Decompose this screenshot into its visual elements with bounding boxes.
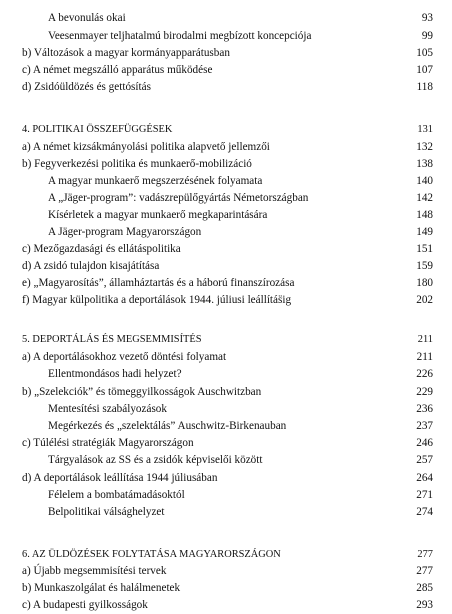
toc-entry: [0, 258, 452, 275]
toc-entry-title: a) A német kizsákmányolási politika alapvető jellemzői: [22, 141, 270, 153]
toc-entry-title: a) A deportálásokhoz vezető döntési folyamat: [22, 351, 227, 363]
toc-entry-page-number: 148: [416, 209, 433, 221]
toc-entry: [0, 349, 452, 366]
toc-entry-title: c) A német megszálló apparátus működése: [22, 64, 213, 76]
toc-entry-page-number: 277: [417, 549, 433, 560]
toc-entry-title: A bevonulás okai: [48, 12, 126, 24]
toc-entry: [0, 45, 452, 62]
toc-entry: [0, 580, 452, 597]
toc-entry-title: a) Újabb megsemmisítési tervek: [22, 565, 167, 577]
toc-entry-page-number: 285: [416, 582, 433, 594]
toc-entry-page-number: 138: [416, 158, 433, 170]
toc-entry-page-number: 99: [421, 30, 433, 42]
toc-entry-page-number: 131: [417, 124, 433, 135]
toc-entry-page-number: 105: [416, 47, 433, 59]
toc-entry-title: 4. POLITIKAI ÖSSZEFÜGGÉSEK: [22, 124, 173, 135]
toc-entry-page-number: 211: [417, 334, 433, 345]
toc-entry: [0, 62, 452, 79]
toc-entry: [0, 452, 452, 469]
toc-entry: [0, 10, 452, 27]
toc-entry-title: b) Változások a magyar kormányapparátusban: [22, 47, 230, 59]
toc-entry-page-number: 274: [416, 506, 433, 518]
toc-entry-title: b) „Szelekciók” és tömeggyilkosságok Auschwitzban: [22, 386, 262, 398]
toc-entry-page-number: 226: [416, 368, 433, 380]
toc-entry-page-number: 277: [416, 565, 433, 577]
toc-entry-page-number: 246: [416, 437, 433, 449]
toc-chapter-heading: [0, 331, 452, 348]
toc-entry-title: d) Zsidóüldözés és gettósítás: [22, 81, 151, 93]
toc-entry-title: 6. AZ ÜLDÖZÉSEK FOLYTATÁSA MAGYARORSZÁGON: [22, 549, 281, 560]
toc-entry-title: d) A zsidó tulajdon kisajátítása: [22, 260, 160, 272]
toc-entry: [0, 224, 452, 241]
toc-entry-page-number: 237: [416, 420, 433, 432]
toc-entry: [0, 275, 452, 292]
toc-entry-title: Tárgyalások az SS és a zsidók képviselői között: [48, 454, 263, 466]
toc-entry-title: A „Jäger-program”: vadászrepülőgyártás Németországban: [48, 192, 309, 204]
toc-entry: [0, 487, 452, 504]
toc-entry-page-number: 293: [416, 599, 433, 611]
toc-entry-page-number: 140: [416, 175, 433, 187]
toc-entry-title: A Jäger-program Magyarországon: [48, 226, 202, 238]
toc-entry-title: Félelem a bombatámadásoktól: [48, 489, 185, 501]
toc-entry: [0, 79, 452, 96]
toc-entry: [0, 207, 452, 224]
toc-entry: [0, 563, 452, 580]
toc-entry-title: Belpolitikai válsághelyzet: [48, 506, 165, 518]
toc-entry: [0, 190, 452, 207]
toc-entry-page-number: 149: [416, 226, 433, 238]
toc-entry-title: b) Fegyverkezési politika és munkaerő-mobilizáció: [22, 158, 252, 170]
toc-entry-page-number: 236: [416, 403, 433, 415]
toc-entry: [0, 597, 452, 614]
toc-chapter-heading: [0, 546, 452, 563]
toc-entry-title: Mentesítési szabályozások: [48, 403, 167, 415]
toc-entry-title: 5. DEPORTÁLÁS ÉS MEGSEMMISÍTÉS: [22, 334, 202, 345]
toc-entry-page-number: 229: [416, 386, 433, 398]
toc-entry-title: Kísérletek a magyar munkaerő megkaparintására: [48, 209, 268, 221]
toc-entry-title: Ellentmondásos hadi helyzet?: [48, 368, 182, 380]
toc-entry: [0, 173, 452, 190]
toc-entry: [0, 292, 452, 309]
toc-entry: [0, 470, 452, 487]
toc-entry-title: c) Mezőgazdasági és ellátáspolitika: [22, 243, 181, 255]
toc-entry: [0, 384, 452, 401]
toc-entry-page-number: 159: [416, 260, 433, 272]
toc-entry-page-number: 257: [416, 454, 433, 466]
toc-entry: [0, 401, 452, 418]
toc-entry-title: f) Magyar külpolitika a deportálások 1944. júliusi leállítás̈ig: [22, 294, 292, 306]
toc-entry-page-number: 264: [416, 472, 433, 484]
toc-entry: [0, 504, 452, 521]
toc-entry-title: c) Túlélési stratégiák Magyarországon: [22, 437, 194, 449]
toc-entry-page-number: 142: [416, 192, 433, 204]
toc-entry-page-number: 118: [416, 81, 433, 93]
toc-entry-title: c) A budapesti gyilkosságok: [22, 599, 148, 611]
toc-entry: [0, 241, 452, 258]
toc-entry-page-number: 107: [416, 64, 433, 76]
toc-entry-page-number: 271: [416, 489, 433, 501]
toc-entry-page-number: 202: [416, 294, 433, 306]
toc-entry-title: Megérkezés és „szelektálás” Auschwitz-Birkenauban: [48, 420, 287, 432]
toc-entry-page-number: 93: [421, 12, 433, 24]
toc-entry-page-number: 132: [416, 141, 433, 153]
toc-entry-title: e) „Magyarosítás”, államháztartás és a háború finanszírozása: [22, 277, 295, 289]
toc-entry-page-number: 180: [416, 277, 433, 289]
toc-entry: [0, 366, 452, 383]
toc-entry-title: A magyar munkaerő megszerzésének folyamata: [48, 175, 263, 187]
toc-entry: [0, 418, 452, 435]
toc-entry: [0, 156, 452, 173]
toc-chapter-heading: [0, 121, 452, 138]
toc-entry: [0, 139, 452, 156]
toc-entry-page-number: 211: [416, 351, 433, 363]
toc-entry-page-number: 151: [416, 243, 433, 255]
toc-entry: [0, 28, 452, 45]
toc-entry-title: Veesenmayer teljhatalmú birodalmi megbízott koncepciója: [48, 30, 312, 42]
toc-entry: [0, 435, 452, 452]
toc-entry-title: b) Munkaszolgálat és halálmenetek: [22, 582, 181, 594]
toc-entry-title: d) A deportálások leállítása 1944 júliusában: [22, 472, 218, 484]
